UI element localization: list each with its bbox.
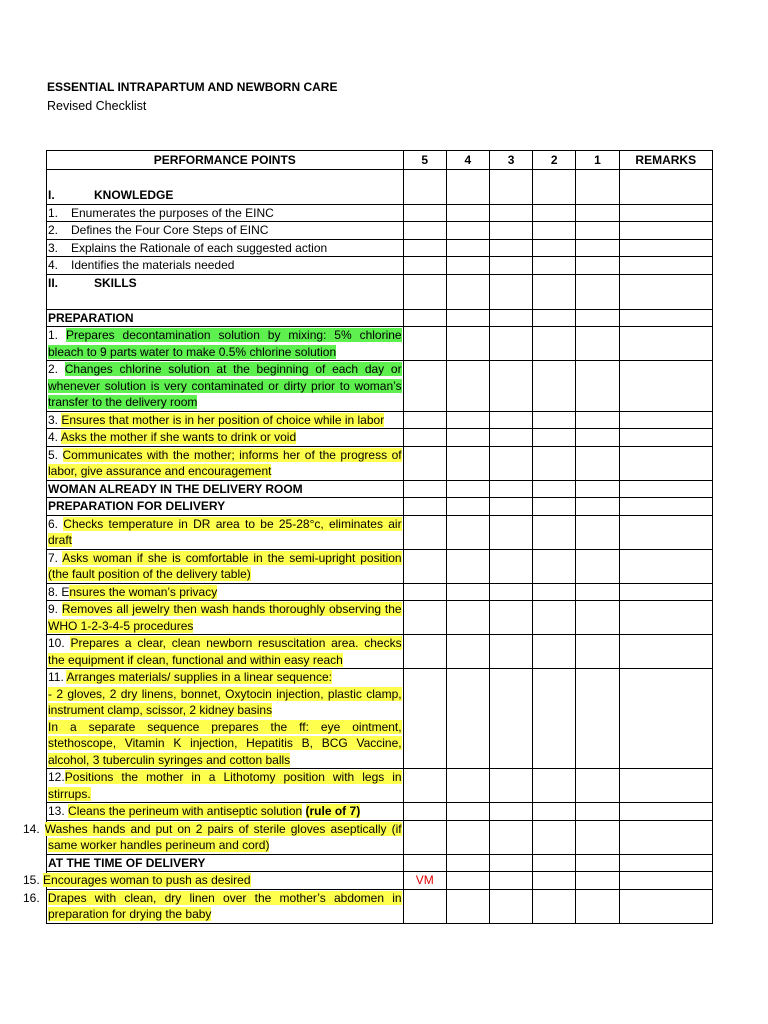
- score-cell[interactable]: [533, 515, 576, 549]
- score-cell[interactable]: [533, 803, 576, 821]
- score-cell[interactable]: [533, 204, 576, 222]
- score-cell[interactable]: [533, 769, 576, 803]
- item-text: Prepares decontamination solution by mixing: 5% chlorine bleach to 9 parts water to make 0.5% chlorine solution: [48, 328, 402, 359]
- score-cell[interactable]: [576, 429, 619, 447]
- score-cell[interactable]: [533, 274, 576, 309]
- item-text: Enumerates the purposes of the EINC: [71, 205, 274, 220]
- score-cell[interactable]: [446, 170, 489, 205]
- performance-item: [47, 635, 404, 669]
- score-cell[interactable]: [446, 583, 489, 601]
- performance-item: [47, 327, 404, 361]
- score-cell[interactable]: [489, 429, 532, 447]
- remarks-cell[interactable]: [619, 515, 712, 549]
- section-heading: SKILLS: [94, 275, 137, 290]
- score-cell[interactable]: [533, 257, 576, 275]
- score-cell[interactable]: [403, 515, 446, 549]
- score-cell[interactable]: [576, 170, 619, 205]
- item-number: 3.: [48, 240, 59, 255]
- item-text: nsures the woman’s privacy: [69, 584, 218, 599]
- score-cell[interactable]: [533, 309, 576, 327]
- score-cell[interactable]: [403, 889, 446, 923]
- score-cell[interactable]: [446, 480, 489, 498]
- header-performance-points: PERFORMANCE POINTS: [47, 151, 404, 170]
- score-cell[interactable]: [403, 239, 446, 257]
- item-text: Explains the Rationale of each suggested action: [71, 240, 328, 255]
- score-cell[interactable]: [446, 327, 489, 361]
- item-text: Changes chlorine solution at the beginning of each day or whenever solution is very contaminated or dirty prior to woman’s transfer to the delivery room: [48, 362, 402, 409]
- item-number: 1.: [48, 205, 59, 220]
- section-row-woman-in-dr: [47, 480, 713, 498]
- table-row: [47, 515, 713, 549]
- item-number: 9.: [48, 602, 59, 616]
- remarks-cell[interactable]: [619, 669, 712, 769]
- score-cell[interactable]: [446, 549, 489, 583]
- roman-numeral: II.: [48, 275, 59, 290]
- score-cell[interactable]: [403, 635, 446, 669]
- document-title: ESSENTIAL INTRAPARTUM AND NEWBORN CARE: [47, 80, 338, 94]
- score-cell[interactable]: [446, 872, 489, 890]
- item-text: Asks the mother if she wants to drink or void: [60, 430, 297, 444]
- score-cell[interactable]: [403, 257, 446, 275]
- remarks-cell[interactable]: [619, 480, 712, 498]
- item-number: 4.: [48, 430, 59, 444]
- remarks-cell[interactable]: [619, 239, 712, 257]
- score-cell[interactable]: [446, 515, 489, 549]
- score-cell[interactable]: [576, 601, 619, 635]
- table-row: [47, 635, 713, 669]
- score-cell[interactable]: [533, 429, 576, 447]
- remarks-cell[interactable]: [619, 361, 712, 412]
- score-cell[interactable]: [533, 361, 576, 412]
- score-cell[interactable]: [489, 872, 532, 890]
- score-cell[interactable]: [489, 411, 532, 429]
- score-cell[interactable]: [576, 480, 619, 498]
- score-cell[interactable]: [446, 274, 489, 309]
- score-cell[interactable]: [489, 889, 532, 923]
- section-preparation-for-delivery: PREPARATION FOR DELIVERY: [47, 498, 404, 516]
- performance-item: [47, 803, 404, 821]
- score-cell[interactable]: [446, 222, 489, 240]
- score-cell[interactable]: [489, 204, 532, 222]
- item-number: 2.: [48, 362, 59, 376]
- score-cell[interactable]: [403, 769, 446, 803]
- score-cell[interactable]: [489, 239, 532, 257]
- remarks-cell[interactable]: [619, 411, 712, 429]
- score-cell[interactable]: [533, 820, 576, 854]
- score-cell[interactable]: [533, 549, 576, 583]
- score-cell[interactable]: [403, 803, 446, 821]
- item-number: 11.: [48, 670, 64, 684]
- item-number: 5.: [48, 447, 59, 462]
- performance-item: [23, 889, 404, 923]
- table-row: [47, 889, 713, 923]
- score-cell[interactable]: [576, 769, 619, 803]
- item-text: Positions the mother in a Lithotomy position with legs in stirrups.: [48, 770, 402, 801]
- performance-item: [47, 222, 404, 240]
- item-number: 6.: [48, 516, 59, 531]
- header-remarks: REMARKS: [619, 151, 712, 170]
- item-text: Ensures that mother is in her position of choice while in labor: [61, 412, 385, 427]
- performance-item: [47, 669, 404, 769]
- score-cell[interactable]: [446, 669, 489, 769]
- score-annotation: VM: [415, 873, 434, 887]
- score-cell[interactable]: [489, 601, 532, 635]
- score-cell[interactable]: [489, 327, 532, 361]
- remarks-cell[interactable]: [619, 769, 712, 803]
- score-cell[interactable]: [576, 820, 619, 854]
- score-cell[interactable]: [489, 309, 532, 327]
- item-number: 12.: [48, 770, 65, 784]
- roman-numeral: I.: [48, 188, 55, 202]
- header-score-4: 4: [446, 151, 489, 170]
- table-row: [47, 769, 713, 803]
- score-cell[interactable]: [446, 601, 489, 635]
- item-text: Asks woman if she is comfortable in the semi-upright position (the fault position of the delivery table): [48, 550, 402, 581]
- score-cell[interactable]: [576, 872, 619, 890]
- item-number: 13.: [48, 804, 65, 818]
- item-text: Encourages woman to push as desired: [43, 873, 251, 887]
- item-text: Washes hands and put on 2 pairs of sterile gloves aseptically (if same worker handles perineum and cord): [44, 821, 402, 852]
- header-score-5: 5: [403, 151, 446, 170]
- section-at-time-of-delivery: AT THE TIME OF DELIVERY: [47, 854, 404, 872]
- score-cell[interactable]: [446, 204, 489, 222]
- score-cell[interactable]: [576, 327, 619, 361]
- score-cell[interactable]: [446, 411, 489, 429]
- item-text: Removes all jewelry then wash hands thoroughly observing the WHO 1-2-3-4-5 procedures: [48, 602, 402, 633]
- performance-item: [47, 583, 404, 601]
- score-cell[interactable]: [489, 222, 532, 240]
- remarks-cell[interactable]: [619, 257, 712, 275]
- remarks-cell[interactable]: [619, 820, 712, 854]
- checklist-table: [23, 150, 713, 924]
- remarks-cell[interactable]: [619, 549, 712, 583]
- score-cell[interactable]: [576, 669, 619, 769]
- item-emphasis: (rule of 7): [305, 804, 361, 818]
- score-cell[interactable]: [489, 635, 532, 669]
- score-cell[interactable]: [489, 549, 532, 583]
- score-cell[interactable]: [403, 549, 446, 583]
- score-cell[interactable]: [533, 635, 576, 669]
- remarks-cell[interactable]: [619, 498, 712, 516]
- performance-item: [47, 204, 404, 222]
- score-cell[interactable]: [403, 170, 446, 205]
- table-row: [47, 327, 713, 361]
- score-cell[interactable]: [489, 803, 532, 821]
- score-cell[interactable]: [489, 170, 532, 205]
- score-cell[interactable]: [533, 170, 576, 205]
- table-header-row: [47, 151, 713, 170]
- score-cell[interactable]: [576, 361, 619, 412]
- document-subtitle: Revised Checklist: [47, 99, 147, 113]
- table-row: [47, 872, 713, 890]
- score-cell[interactable]: [576, 274, 619, 309]
- score-cell[interactable]: [533, 583, 576, 601]
- table-row: [47, 549, 713, 583]
- score-cell[interactable]: [403, 411, 446, 429]
- item-text: Drapes with clean, dry linen over the mother’s abdomen in preparation for drying the baby: [47, 890, 402, 921]
- performance-item: [23, 872, 404, 890]
- remarks-cell[interactable]: [619, 170, 712, 205]
- remarks-cell[interactable]: [619, 854, 712, 872]
- score-cell[interactable]: [446, 803, 489, 821]
- performance-item: [47, 257, 404, 275]
- section-skills: [47, 274, 404, 309]
- score-cell[interactable]: [403, 669, 446, 769]
- item-text: Arranges materials/ supplies in a linear sequence:: [66, 670, 332, 684]
- score-cell[interactable]: [489, 820, 532, 854]
- score-cell[interactable]: [489, 498, 532, 516]
- score-cell[interactable]: [576, 549, 619, 583]
- score-cell[interactable]: [446, 429, 489, 447]
- score-cell[interactable]: [446, 769, 489, 803]
- section-row-skills: [47, 274, 713, 309]
- table-row: [47, 820, 713, 854]
- table-row: [47, 583, 713, 601]
- score-cell[interactable]: [403, 601, 446, 635]
- score-cell[interactable]: [489, 446, 532, 480]
- performance-item: [47, 239, 404, 257]
- table-row: [47, 601, 713, 635]
- score-cell[interactable]: [403, 820, 446, 854]
- section-heading: KNOWLEDGE: [94, 188, 174, 202]
- score-cell[interactable]: [403, 429, 446, 447]
- table-row: [47, 204, 713, 222]
- score-cell[interactable]: [533, 601, 576, 635]
- score-cell[interactable]: [533, 327, 576, 361]
- score-cell[interactable]: [489, 583, 532, 601]
- score-cell[interactable]: [489, 515, 532, 549]
- remarks-cell[interactable]: [619, 274, 712, 309]
- score-cell[interactable]: [576, 583, 619, 601]
- score-cell[interactable]: [576, 257, 619, 275]
- score-cell[interactable]: [403, 872, 446, 890]
- score-cell[interactable]: [576, 204, 619, 222]
- score-cell[interactable]: [403, 480, 446, 498]
- table-row: [47, 411, 713, 429]
- score-cell[interactable]: [576, 515, 619, 549]
- score-cell[interactable]: [446, 889, 489, 923]
- section-knowledge: [47, 170, 404, 205]
- score-cell[interactable]: [489, 257, 532, 275]
- score-cell[interactable]: [403, 204, 446, 222]
- score-cell[interactable]: [533, 854, 576, 872]
- item-number: 7.: [48, 550, 59, 565]
- section-preparation: PREPARATION: [47, 309, 404, 327]
- score-cell[interactable]: [576, 446, 619, 480]
- item-number: 4.: [48, 258, 59, 272]
- remarks-cell[interactable]: [619, 222, 712, 240]
- score-cell[interactable]: [533, 239, 576, 257]
- header-score-1: 1: [576, 151, 619, 170]
- remarks-cell[interactable]: [619, 429, 712, 447]
- performance-item: [47, 601, 404, 635]
- table-row: [47, 257, 713, 275]
- table-row: [47, 361, 713, 412]
- remarks-cell[interactable]: [619, 327, 712, 361]
- score-cell[interactable]: [403, 361, 446, 412]
- score-cell[interactable]: [403, 222, 446, 240]
- header-score-3: 3: [489, 151, 532, 170]
- score-cell[interactable]: [446, 257, 489, 275]
- performance-item: [23, 820, 404, 854]
- item-text: Defines the Four Core Steps of EINC: [71, 223, 269, 237]
- section-row-preparation: [47, 309, 713, 327]
- score-cell[interactable]: [446, 854, 489, 872]
- section-row-prep-delivery: [47, 498, 713, 516]
- remarks-cell[interactable]: [619, 635, 712, 669]
- remarks-cell[interactable]: [619, 601, 712, 635]
- score-cell[interactable]: [446, 820, 489, 854]
- score-cell[interactable]: [533, 411, 576, 429]
- score-cell[interactable]: [446, 498, 489, 516]
- score-cell[interactable]: [489, 854, 532, 872]
- performance-item: [47, 361, 404, 412]
- score-cell[interactable]: [533, 669, 576, 769]
- header-score-2: 2: [533, 151, 576, 170]
- table-row: [47, 446, 713, 480]
- score-cell[interactable]: [403, 274, 446, 309]
- score-cell[interactable]: [403, 498, 446, 516]
- performance-item: [47, 446, 404, 480]
- score-cell[interactable]: [446, 361, 489, 412]
- remarks-cell[interactable]: [619, 204, 712, 222]
- score-cell[interactable]: [576, 854, 619, 872]
- item-text: Communicates with the mother; informs her of the progress of labor, give assurance and encouragement: [48, 447, 402, 478]
- score-cell[interactable]: [489, 361, 532, 412]
- score-cell[interactable]: [403, 583, 446, 601]
- score-cell[interactable]: [446, 446, 489, 480]
- score-cell[interactable]: [533, 872, 576, 890]
- remarks-cell[interactable]: [619, 872, 712, 890]
- item-text: Cleans the perineum with antiseptic solution: [68, 804, 303, 818]
- item-subtext: In a separate sequence prepares the ff: eye ointment, stethoscope, Vitamin K injection, Hepatitis B, BCG Vaccine, alcohol, 3 tuberculin syringes and cotton balls: [48, 719, 402, 767]
- remarks-cell[interactable]: [619, 446, 712, 480]
- score-cell[interactable]: [403, 446, 446, 480]
- score-cell[interactable]: [576, 498, 619, 516]
- score-cell[interactable]: [576, 889, 619, 923]
- score-cell[interactable]: [576, 803, 619, 821]
- item-number: 8. E: [48, 584, 70, 599]
- score-cell[interactable]: [489, 480, 532, 498]
- score-cell[interactable]: [446, 239, 489, 257]
- score-cell[interactable]: [489, 769, 532, 803]
- remarks-cell[interactable]: [619, 309, 712, 327]
- score-cell[interactable]: [576, 411, 619, 429]
- table-row: [47, 222, 713, 240]
- score-cell[interactable]: [576, 239, 619, 257]
- score-cell[interactable]: [533, 480, 576, 498]
- score-cell[interactable]: [446, 635, 489, 669]
- item-number: 3.: [48, 412, 59, 427]
- item-number: 15.: [23, 873, 40, 887]
- score-cell[interactable]: [533, 889, 576, 923]
- score-cell[interactable]: [533, 222, 576, 240]
- table-row: [47, 669, 713, 769]
- section-row-at-delivery: [47, 854, 713, 872]
- remarks-cell[interactable]: [619, 803, 712, 821]
- score-cell[interactable]: [576, 222, 619, 240]
- section-woman-in-delivery-room: WOMAN ALREADY IN THE DELIVERY ROOM: [47, 480, 404, 498]
- table-row: [47, 429, 713, 447]
- table-row: [47, 803, 713, 821]
- score-cell[interactable]: [446, 309, 489, 327]
- section-row-knowledge: [47, 170, 713, 205]
- score-cell[interactable]: [489, 669, 532, 769]
- item-number: 2.: [48, 223, 59, 237]
- item-text: Checks temperature in DR area to be 25-28°c, eliminates air draft: [48, 516, 402, 547]
- item-text: Identifies the materials needed: [71, 258, 235, 272]
- performance-item: [47, 411, 404, 429]
- item-number: 14.: [23, 821, 40, 836]
- item-text: Prepares a clear, clean newborn resuscitation area. checks the equipment if clean, functional and within easy reach: [48, 636, 402, 667]
- score-cell[interactable]: [403, 327, 446, 361]
- item-number: 1.: [48, 328, 59, 342]
- score-cell[interactable]: [533, 498, 576, 516]
- remarks-cell[interactable]: [619, 583, 712, 601]
- score-cell[interactable]: [489, 274, 532, 309]
- score-cell[interactable]: [403, 854, 446, 872]
- item-number: 10.: [48, 636, 65, 650]
- performance-item: [47, 515, 404, 549]
- performance-item: [47, 549, 404, 583]
- score-cell[interactable]: [576, 635, 619, 669]
- remarks-cell[interactable]: [619, 889, 712, 923]
- performance-item: [47, 429, 404, 447]
- item-number: 16.: [23, 890, 40, 905]
- score-cell[interactable]: [576, 309, 619, 327]
- item-subtext: - 2 gloves, 2 dry linens, bonnet, Oxytocin injection, plastic clamp, instrument clamp, scissor, 2 kidney basins: [48, 686, 402, 717]
- performance-item: [47, 769, 404, 803]
- table-row: [47, 239, 713, 257]
- score-cell[interactable]: [403, 309, 446, 327]
- score-cell[interactable]: [533, 446, 576, 480]
